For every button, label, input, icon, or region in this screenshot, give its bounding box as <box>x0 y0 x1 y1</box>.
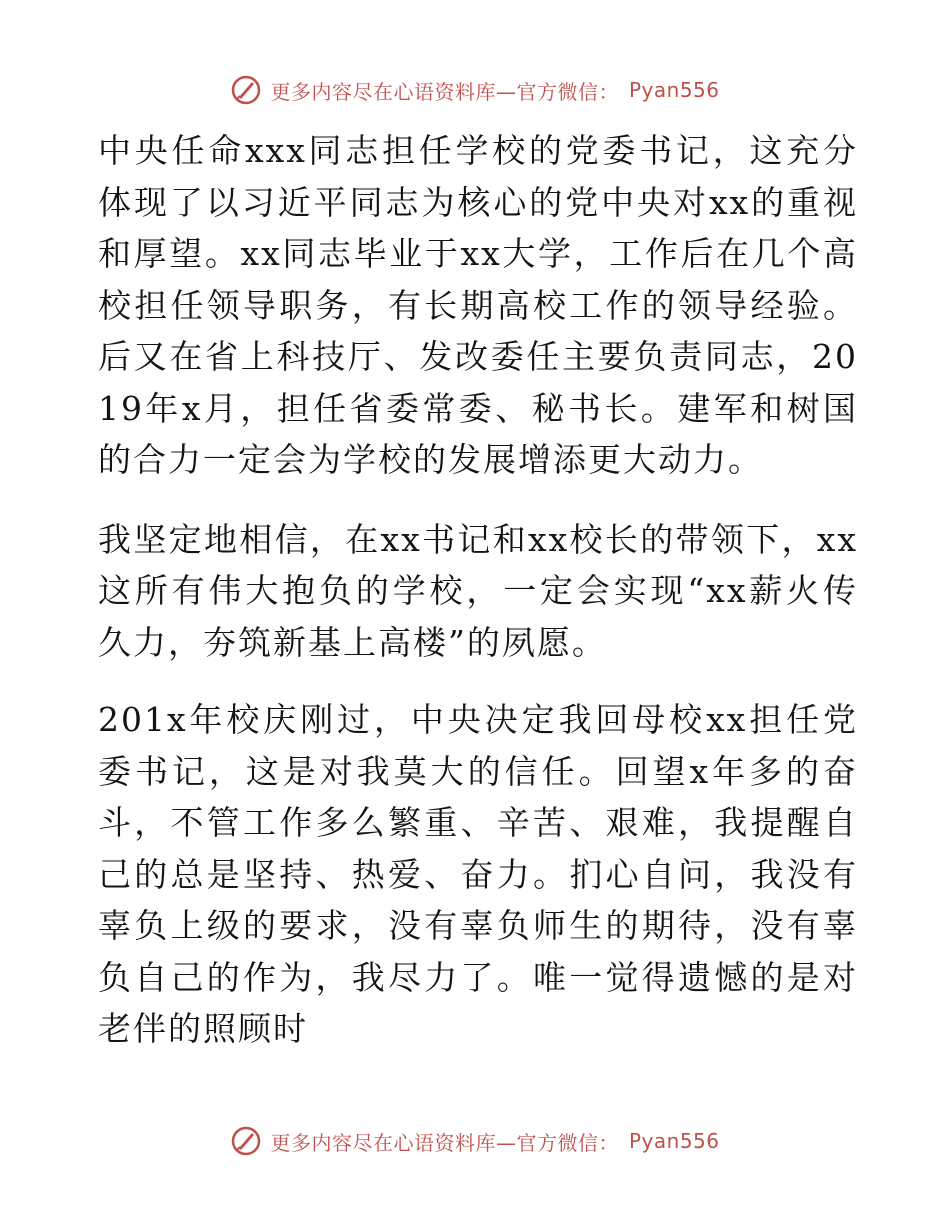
paragraph: 我坚定地相信，在xx书记和xx校长的带领下，xx这所有伟大抱负的学校，一定会实现“xx薪火传久力，夯筑新基上高楼”的夙愿。 <box>98 519 858 662</box>
watermark-text: 更多内容尽在心语资料库—官方微信： <box>270 1130 619 1155</box>
quill-seal-icon <box>230 74 262 106</box>
paragraph: 201x年校庆刚过，中央决定我回母校xx担任党委书记，这是对我莫大的信任。回望x年多的奋斗，不管工作多么繁重、辛苦、艰难，我提醒自己的总是坚持、热爱、奋力。扪心自问，我没有辜负上级的要求，没有辜负师生的期待，没有辜负自己的作为，我尽力了。唯一觉得遗憾的是对老伴的照顾时 <box>98 700 858 1048</box>
footer-watermark <box>0 1121 950 1161</box>
watermark-wechat-id: Pyan556 <box>628 78 720 102</box>
quill-seal-icon <box>230 1125 262 1157</box>
watermark-text: 更多内容尽在心语资料库—官方微信： <box>270 79 619 104</box>
paragraph: 中央任命xxx同志担任学校的党委书记，这充分体现了以习近平同志为核心的党中央对xx的重视和厚望。xx同志毕业于xx大学，工作后在几个高校担任领导职务，有长期高校工作的领导经验。后又在省上科技厅、发改委任主要负责同志，2019年x月，担任省委常委、秘书长。建军和树国的合力一定会为学校的发展增添更大动力。 <box>98 131 858 479</box>
watermark-wechat-id: Pyan556 <box>628 1129 720 1153</box>
header-watermark <box>0 70 950 110</box>
document-body <box>98 125 858 1055</box>
